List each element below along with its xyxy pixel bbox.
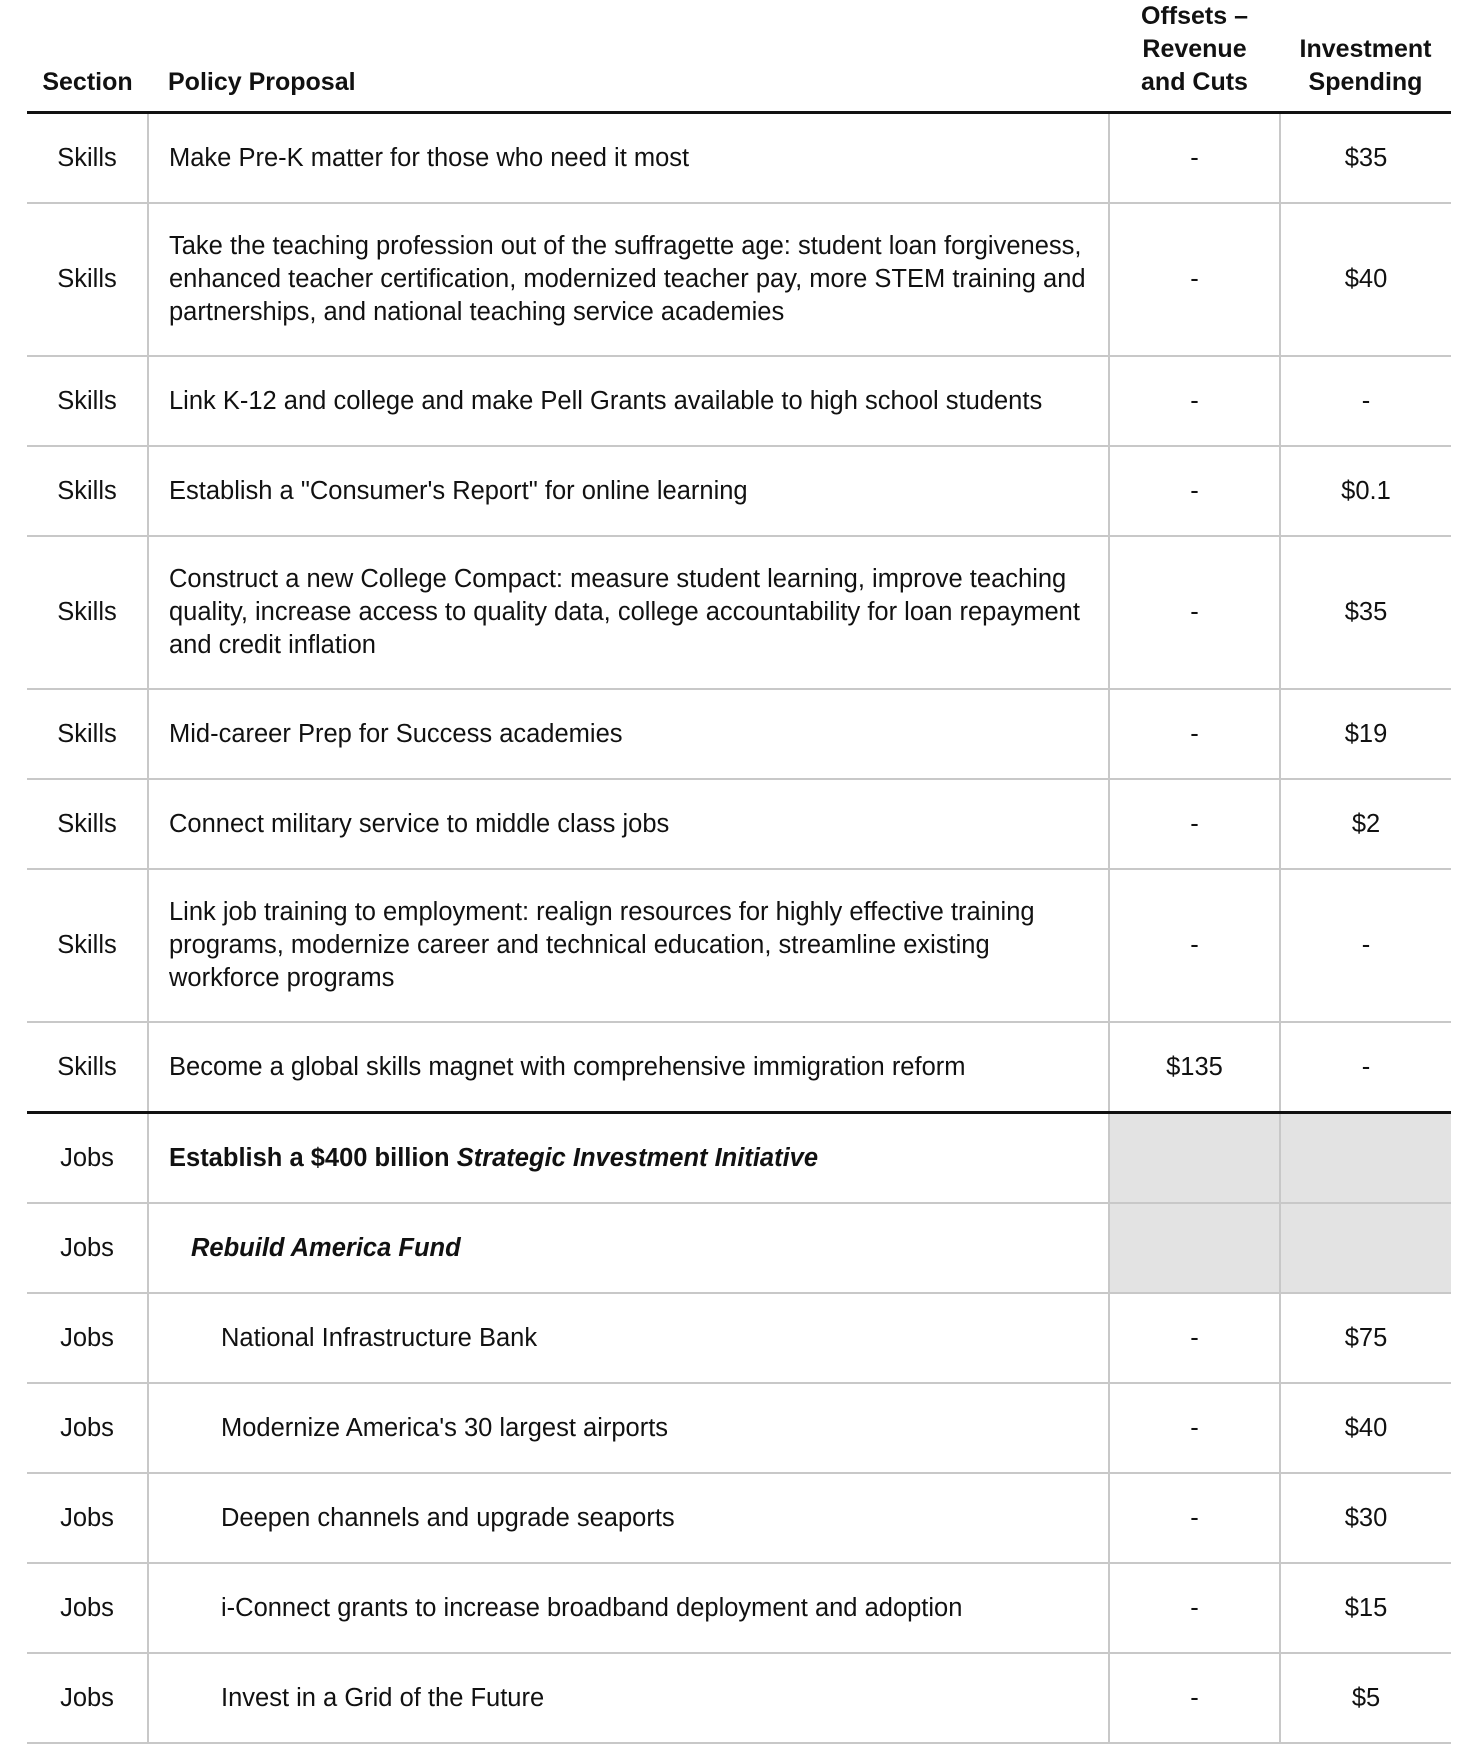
- table-row: [27, 779, 1451, 869]
- table-row: [27, 446, 1451, 536]
- offsets-cell: -: [1109, 113, 1280, 204]
- investment-cell-blank: [1280, 1203, 1451, 1293]
- investment-cell: $30: [1280, 1473, 1451, 1563]
- section-cell: Jobs: [27, 1653, 148, 1743]
- section-cell: Jobs: [27, 1113, 148, 1204]
- table-row: [27, 356, 1451, 446]
- policy-cell: Establish a "Consumer's Report" for online learning: [148, 446, 1109, 536]
- investment-cell: $75: [1280, 1293, 1451, 1383]
- offsets-cell: -: [1109, 779, 1280, 869]
- table-row-heading: [27, 1113, 1451, 1204]
- section-cell: Skills: [27, 113, 148, 204]
- investment-cell: $2: [1280, 779, 1451, 869]
- policy-heading-bold: Establish a $400 billion: [169, 1143, 457, 1172]
- table-row-subheading: [27, 1203, 1451, 1293]
- investment-cell: $40: [1280, 1383, 1451, 1473]
- offsets-cell: -: [1109, 446, 1280, 536]
- table-row: [27, 869, 1451, 1022]
- policy-cell: Invest in a Grid of the Future: [148, 1653, 1109, 1743]
- table-row: [27, 1563, 1451, 1653]
- investment-cell: $35: [1280, 113, 1451, 204]
- policy-cell: Connect military service to middle class jobs: [148, 779, 1109, 869]
- header-offsets-line2: Revenue: [1142, 35, 1247, 63]
- header-offsets: [1109, 0, 1280, 113]
- table-row: [27, 1293, 1451, 1383]
- investment-cell: $0.1: [1280, 446, 1451, 536]
- section-cell: Jobs: [27, 1293, 148, 1383]
- offsets-cell: -: [1109, 689, 1280, 779]
- offsets-cell: -: [1109, 356, 1280, 446]
- header-investment-line1: Investment: [1299, 35, 1432, 63]
- offsets-cell: -: [1109, 536, 1280, 689]
- section-cell: Skills: [27, 689, 148, 779]
- section-cell: Jobs: [27, 1203, 148, 1293]
- investment-cell: -: [1280, 1022, 1451, 1113]
- policy-cell: Modernize America's 30 largest airports: [148, 1383, 1109, 1473]
- header-section: Section: [27, 0, 148, 113]
- offsets-cell: -: [1109, 1293, 1280, 1383]
- section-cell: Skills: [27, 536, 148, 689]
- policy-subheading-cell: [148, 1203, 1109, 1293]
- table-row: [27, 1473, 1451, 1563]
- table-row: [27, 1653, 1451, 1743]
- offsets-cell: -: [1109, 1563, 1280, 1653]
- header-policy: Policy Proposal: [148, 0, 1109, 113]
- table-row: [27, 1383, 1451, 1473]
- section-cell: Skills: [27, 446, 148, 536]
- policy-table-container: [27, 0, 1451, 1744]
- header-offsets-line1: Offsets –: [1141, 2, 1248, 30]
- section-cell: Skills: [27, 869, 148, 1022]
- investment-cell: $5: [1280, 1653, 1451, 1743]
- policy-cell: National Infrastructure Bank: [148, 1293, 1109, 1383]
- investment-cell: $19: [1280, 689, 1451, 779]
- header-offsets-line3: and Cuts: [1141, 68, 1248, 96]
- table-row: [27, 689, 1451, 779]
- table-row: [27, 203, 1451, 356]
- offsets-cell-blank: [1109, 1203, 1280, 1293]
- offsets-cell-blank: [1109, 1113, 1280, 1204]
- policy-subheading-italic: Rebuild America Fund: [191, 1233, 461, 1262]
- section-cell: Jobs: [27, 1383, 148, 1473]
- table-row: [27, 536, 1451, 689]
- policy-cell: Deepen channels and upgrade seaports: [148, 1473, 1109, 1563]
- policy-cell: Construct a new College Compact: measure student learning, improve teaching quality, increase access to quality data, college accountability for loan repayment and credit inflation: [148, 536, 1109, 689]
- policy-cell: Take the teaching profession out of the suffragette age: student loan forgiveness, enhanced teacher certification, modernized teacher pay, more STEM training and partnerships, and national teaching service academies: [148, 203, 1109, 356]
- policy-cell: Mid-career Prep for Success academies: [148, 689, 1109, 779]
- policy-cell: i-Connect grants to increase broadband deployment and adoption: [148, 1563, 1109, 1653]
- header-investment: [1280, 0, 1451, 113]
- section-cell: Jobs: [27, 1473, 148, 1563]
- section-cell: Skills: [27, 203, 148, 356]
- investment-cell: -: [1280, 869, 1451, 1022]
- policy-cell: Link job training to employment: realign resources for highly effective training programs, modernize career and technical education, streamline existing workforce programs: [148, 869, 1109, 1022]
- section-cell: Skills: [27, 356, 148, 446]
- offsets-cell: -: [1109, 1383, 1280, 1473]
- policy-cell: Become a global skills magnet with comprehensive immigration reform: [148, 1022, 1109, 1113]
- offsets-cell: $135: [1109, 1022, 1280, 1113]
- investment-cell: $35: [1280, 536, 1451, 689]
- header-investment-line2: Spending: [1308, 68, 1423, 96]
- table-row: [27, 113, 1451, 204]
- section-cell: Skills: [27, 779, 148, 869]
- header-row: [27, 0, 1451, 113]
- policy-cell: Link K-12 and college and make Pell Grants available to high school students: [148, 356, 1109, 446]
- section-cell: Skills: [27, 1022, 148, 1113]
- offsets-cell: -: [1109, 1473, 1280, 1563]
- investment-cell: $40: [1280, 203, 1451, 356]
- investment-cell-blank: [1280, 1113, 1451, 1204]
- section-cell: Jobs: [27, 1563, 148, 1653]
- policy-table: [27, 0, 1451, 1744]
- offsets-cell: -: [1109, 869, 1280, 1022]
- table-row: [27, 1022, 1451, 1113]
- offsets-cell: -: [1109, 1653, 1280, 1743]
- policy-heading-cell: [148, 1113, 1109, 1204]
- offsets-cell: -: [1109, 203, 1280, 356]
- investment-cell: -: [1280, 356, 1451, 446]
- policy-cell: Make Pre-K matter for those who need it most: [148, 113, 1109, 204]
- investment-cell: $15: [1280, 1563, 1451, 1653]
- policy-heading-italic: Strategic Investment Initiative: [456, 1143, 819, 1172]
